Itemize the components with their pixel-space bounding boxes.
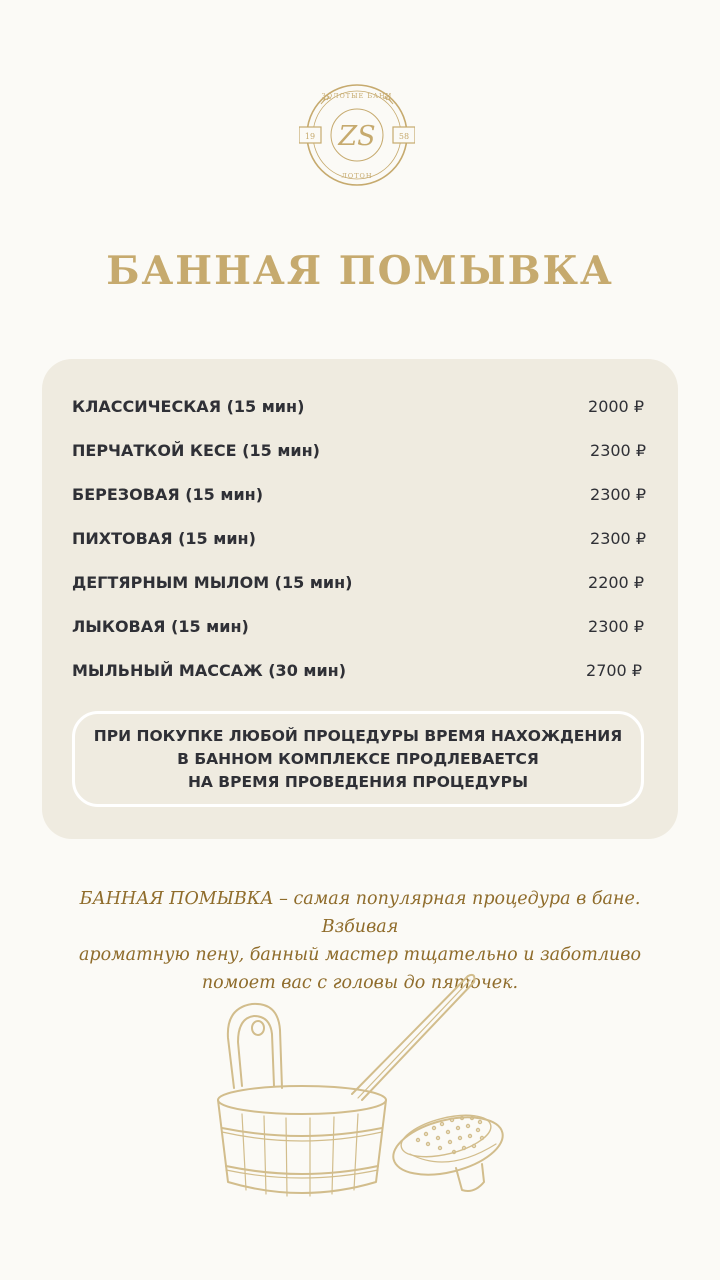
service-price: 2000 ₽ bbox=[588, 397, 644, 416]
service-price: 2700 ₽ bbox=[586, 661, 642, 680]
description-line: БАННАЯ ПОМЫВКА – самая популярная процедура в бане. Взбивая bbox=[79, 889, 641, 937]
logo-arc-top: ЗОЛОТЫЕ БАНИ bbox=[321, 92, 393, 100]
notice-line: В БАННОМ КОМПЛЕКСЕ ПРОДЛЕВАЕТСЯ bbox=[177, 749, 539, 768]
service-price: 2200 ₽ bbox=[588, 573, 644, 592]
notice-line: НА ВРЕМЯ ПРОВЕДЕНИЯ ПРОЦЕДУРЫ bbox=[187, 772, 529, 791]
service-row bbox=[72, 485, 648, 509]
logo-arc-bottom: ЛОТОН bbox=[341, 172, 373, 180]
extension-notice bbox=[72, 711, 644, 807]
notice-line: ПРИ ПОКУПКЕ ЛЮБОЙ ПРОЦЕДУРЫ ВРЕМЯ НАХОЖДЕНИЯ bbox=[93, 726, 623, 745]
service-row bbox=[72, 617, 648, 641]
service-row bbox=[72, 397, 648, 421]
bath-bucket-illustration bbox=[212, 968, 508, 1208]
brand-logo bbox=[299, 82, 415, 188]
service-name: БЕРЕЗОВАЯ (15 мин) bbox=[72, 485, 264, 504]
service-name: ПИХТОВАЯ (15 мин) bbox=[72, 529, 256, 548]
logo-year-right: 58 bbox=[398, 132, 410, 141]
page-title: БАННАЯ ПОМЫВКА bbox=[106, 248, 614, 294]
logo-monogram: ZS bbox=[338, 121, 376, 152]
description-line: ароматную пену, банный мастер тщательно и заботливо bbox=[78, 945, 642, 965]
service-name: ЛЫКОВАЯ (15 мин) bbox=[72, 617, 249, 636]
service-row bbox=[72, 441, 648, 465]
service-name: ПЕРЧАТКОЙ КЕСЕ (15 мин) bbox=[72, 441, 320, 460]
service-price: 2300 ₽ bbox=[588, 617, 644, 636]
service-name: МЫЛЬНЫЙ МАССАЖ (30 мин) bbox=[72, 661, 347, 680]
service-row bbox=[72, 573, 648, 597]
service-price: 2300 ₽ bbox=[590, 529, 646, 548]
service-row bbox=[72, 529, 648, 553]
service-price: 2300 ₽ bbox=[590, 441, 646, 460]
service-name: ДЕГТЯРНЫМ МЫЛОМ (15 мин) bbox=[72, 573, 353, 592]
logo-year-left: 19 bbox=[304, 132, 316, 141]
description-line: помоет вас с головы до пяточек. bbox=[201, 973, 519, 993]
service-name: КЛАССИЧЕСКАЯ (15 мин) bbox=[72, 397, 305, 416]
service-row bbox=[72, 661, 648, 685]
service-price: 2300 ₽ bbox=[590, 485, 646, 504]
